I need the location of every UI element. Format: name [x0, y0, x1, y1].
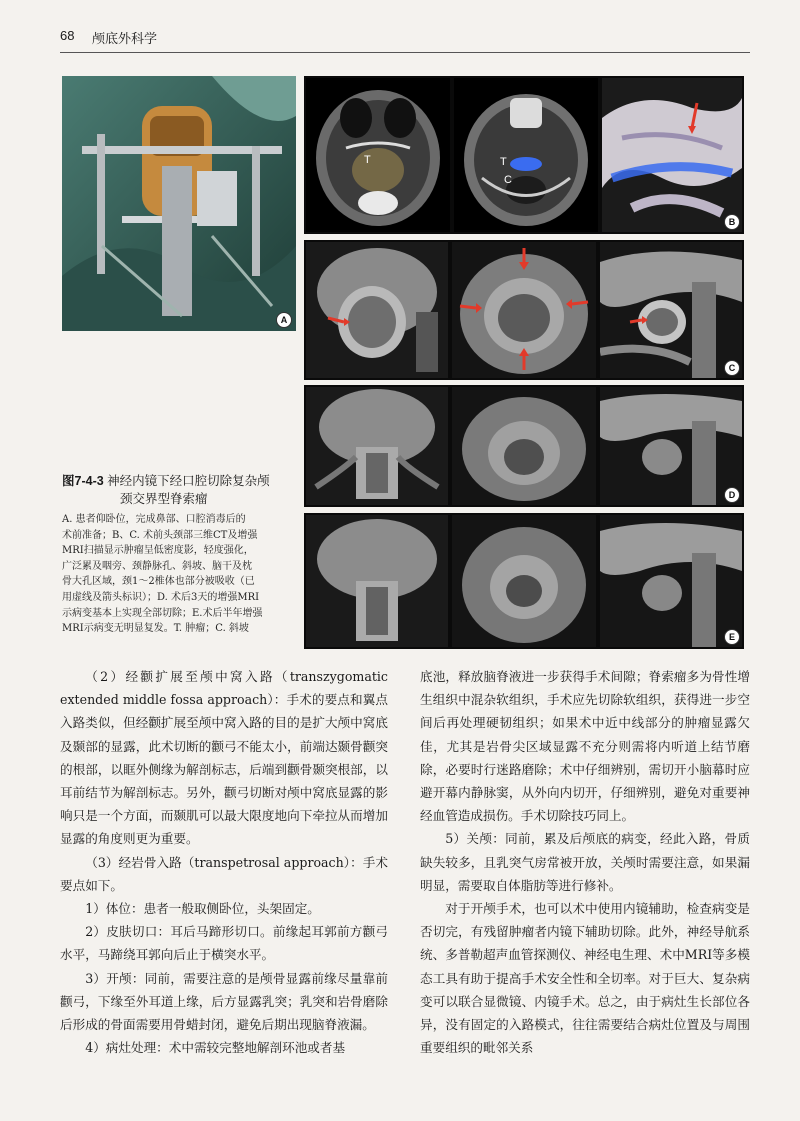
- mri-coronal-preop: [306, 242, 448, 378]
- paragraph-lesion-treatment: 4）病灶处理：术中需较完整地解剖环池或者基: [85, 1040, 346, 1056]
- body-left-column: [60, 665, 388, 1059]
- figure-caption-title: [62, 472, 302, 508]
- panel-label-d: D: [724, 487, 740, 503]
- clivus-mark-c: C: [504, 174, 512, 186]
- caption-line: 术前准备；B、C. 术前头颈部三维CT及增强: [62, 529, 258, 541]
- paragraph-endoscope-assist: 对于开颅手术，也可以术中使用内镜辅助，检查病变是否切完，有残留肿瘤者内镜下辅助切除。此外，神经导航系统、多普勒超声血管探测仪、神经电生理、术中MRI等多模态工具有助于提高手术安全性和全切率。对于巨大、复杂病变可以联合显微镜、内镜手术。总之，由于病灶生长部位各异，没有固定的入路模式，往往需要结合病灶位置及与周围重要组织的毗邻关系: [420, 901, 750, 1056]
- paragraph-closure: 5）关颅：同前，累及后颅底的病变，经此入路，骨质缺失较多，且乳突气房常被开放，关颅时需要注意，如果漏明显，需要取自体脂肪等进行修补。: [420, 831, 750, 893]
- figure-panel-e: [304, 513, 744, 649]
- paragraph-craniotomy: 3）开颅：同前，需要注意的是颅骨显露前缘尽量靠前颧弓，下缘至外耳道上缘，后方显露乳突；乳突和岩骨磨除后形成的骨面需要用骨蜡封闭，避免后期出现脑脊液漏。: [60, 970, 388, 1033]
- mri-sagittal-postop-3d: [600, 387, 742, 505]
- mri-axial-preop: [452, 242, 596, 378]
- mri-axial-6month: [452, 515, 596, 647]
- figure-caption-body: [62, 512, 298, 637]
- ct-3d-reconstruction: [602, 78, 742, 232]
- caption-line: 广泛累及咽旁、颈静脉孔、斜坡、脑干及枕: [62, 560, 252, 572]
- figure-number: 图7-4-3: [62, 474, 104, 488]
- ct-scan-1: [306, 78, 450, 232]
- header-rule: [60, 52, 750, 53]
- mri-axial-postop-3d: [452, 387, 596, 505]
- caption-line: MRI扫描显示肿瘤呈低密度影，轻度强化，: [62, 545, 254, 557]
- paragraph-position: 1）体位：患者一般取侧卧位，头架固定。: [85, 901, 320, 917]
- paragraph-transzygomatic: （2）经颧扩展至颅中窝入路（transzygomatic extended middle fossa approach）：手术的要点和翼点入路类似，但经颧扩展至颅中窝入路的目的是扩大颅中窝底及颞部的显露，此术切断的颧弓不能太小，前端达颞骨颧突的根部，以眶外侧缘为解剖标志，后端到颧骨颞突根部，以耳前结节为解剖标志。另外，颧弓切断对颅中窝底显露的影响只是一个方面，而颞肌可以最大限度地向下牵拉从而增加显露的角度则更为重要。: [60, 669, 388, 847]
- paragraph-transpetrosal: （3）经岩骨入路（transpetrosal approach）：手术要点如下。: [60, 854, 388, 893]
- tumor-mark-t1: T: [364, 154, 371, 166]
- panel-label-e: E: [724, 629, 740, 645]
- mri-sagittal-6month: [600, 515, 742, 647]
- caption-line: A. 患者仰卧位，完成鼻部、口腔消毒后的: [62, 514, 246, 525]
- figure-title-line-2: 颈交界型脊索瘤: [120, 492, 208, 506]
- paragraph-incision: 2）皮肤切口：耳后马蹄形切口。前缘起耳郭前方颧弓水平，马蹄绕耳郭向后止于横突水平。: [60, 924, 388, 963]
- caption-line: 示病变基本上实现全部切除；E.术后半年增强: [62, 607, 263, 619]
- panel-label-b: B: [724, 214, 740, 230]
- paragraph-lesion-continued: 底池，释放脑脊液进一步获得手术间隙；脊索瘤多为骨性增生组织中混杂软组织，手术应先切除软组织，获得进一步空间后再处理硬韧组织；如果术中近中线部分的肿瘤显露欠佳，尤其是岩骨尖区域显露不充分则需将内听道上结节磨除，必要时行迷路磨除；术中仔细辨别，需切开小脑幕时应避开幕内静脉窦，从外向内切开，仔细辨别，避免对重要神经血管造成损伤。手术切除技巧同上。: [420, 669, 750, 824]
- figure-panel-b: [304, 76, 744, 234]
- panel-label-a: A: [276, 312, 292, 328]
- figure-title-line-1: 神经内镜下经口腔切除复杂颅: [107, 474, 270, 488]
- body-right-column: [420, 665, 750, 1059]
- mri-sagittal-preop: [600, 242, 742, 378]
- caption-line: MRI示病变无明显复发。T. 肿瘤；C. 斜坡: [62, 623, 249, 635]
- caption-line: 骨大孔区域，颈1～2椎体也部分被吸收（已: [62, 576, 255, 588]
- ct-scan-2: [454, 78, 598, 232]
- book-title: 颅底外科学: [92, 31, 158, 46]
- page-number: 68: [60, 28, 75, 43]
- figure-panel-c: [304, 240, 744, 380]
- running-header: [60, 28, 750, 50]
- figure-panel-d: [304, 385, 744, 507]
- figure-panel-a-photo: [62, 76, 296, 331]
- panel-label-c: C: [724, 360, 740, 376]
- mri-coronal-postop-3d: [306, 387, 448, 505]
- tumor-mark-t2: T: [500, 156, 507, 168]
- mri-coronal-6month: [306, 515, 448, 647]
- surgical-photo-illustration: [62, 76, 296, 331]
- caption-line: 用虚线及箭头标识）；D. 术后3天的增强MRI: [62, 591, 260, 603]
